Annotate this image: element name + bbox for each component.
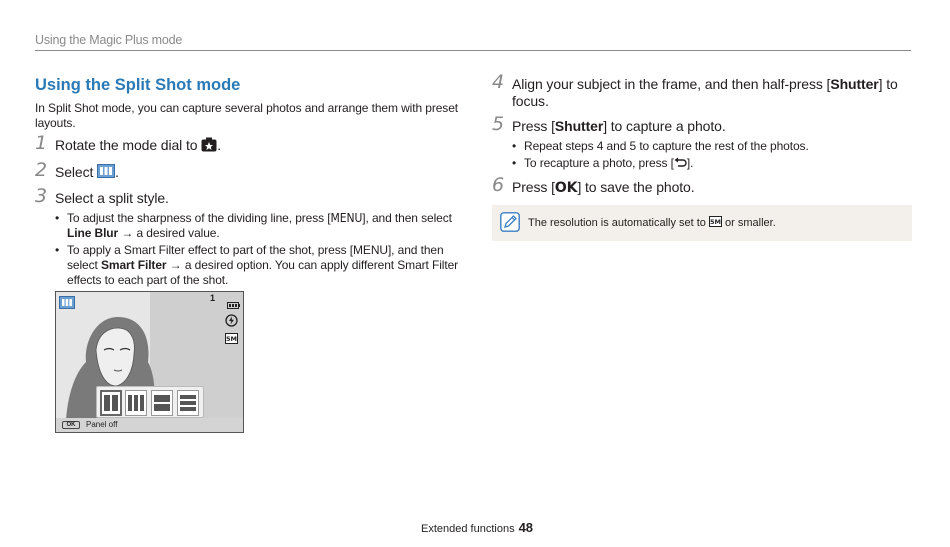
ok-key: OK [554, 180, 578, 197]
split-shot-icon [97, 164, 115, 182]
camera-screen-illustration [55, 291, 244, 433]
step-number: 4 [492, 71, 504, 93]
step-end: . [115, 164, 119, 180]
shutter-key: Shutter [830, 76, 879, 92]
step-number: 6 [492, 174, 504, 197]
bullet-smart-filter: • To apply a Smart Filter effect to part of the shot, press [MENU], and then select Smart Filter → a desired option. You can apply different Smart Filter effects to each part of the shot. [55, 243, 460, 288]
note-box [492, 205, 912, 241]
running-header: Using the Magic Plus mode [35, 33, 183, 47]
option-smart-filter: Smart Filter [100, 258, 167, 273]
split-style-option-3[interactable] [151, 390, 173, 416]
note-text: The resolution is automatically set to 5M or smaller. [528, 217, 776, 230]
page-number: 48 [518, 520, 534, 535]
resolution-5m-icon [225, 331, 238, 349]
step-6: 6 Press [OK] to save the photo. [492, 174, 695, 197]
svg-text:5M: 5M [226, 335, 237, 343]
bullet-repeat-steps: • Repeat steps 4 and 5 to capture the rest of the photos. [512, 139, 912, 154]
right-column [492, 71, 912, 241]
resolution-5m-icon [709, 216, 722, 230]
split-style-tray[interactable] [96, 386, 204, 418]
step-1 [35, 132, 460, 156]
split-style-option-4[interactable] [177, 390, 199, 416]
step-number: 5 [492, 113, 504, 135]
flash-icon [225, 314, 238, 332]
section-title: Using the Split Shot mode [35, 76, 241, 94]
menu-key: MENU [330, 211, 363, 226]
split-style-option-1[interactable] [100, 390, 122, 416]
step-text: Select a split style. [55, 190, 169, 207]
ok-button-icon: OK [62, 421, 80, 429]
intro-text: In Split Shot mode, you can capture several photos and arrange them with preset layouts. [35, 101, 459, 130]
battery-icon [227, 296, 240, 314]
step-number: 3 [35, 185, 47, 208]
split-style-option-2[interactable] [125, 390, 147, 416]
step-number: 2 [35, 159, 47, 181]
menu-key: MENU [353, 243, 388, 258]
page-footer [421, 520, 533, 535]
footer-section-label: Extended functions [421, 523, 515, 535]
step-2 [35, 159, 460, 182]
note-pencil-icon [500, 212, 520, 237]
bullet-line-blur: • To adjust the sharpness of the dividing line, press [MENU], and then select Line Blur → a desired value. [55, 211, 460, 241]
svg-text:5M: 5M [709, 218, 721, 227]
step-3-bullets [55, 211, 460, 288]
shot-count: 1 [210, 293, 216, 303]
step-text: Select [55, 164, 94, 180]
step-4: 4 Align your subject in the frame, and then half-press [Shutter] to focus. [492, 71, 898, 109]
step-5-bullets [512, 139, 912, 171]
bullet-recapture: • To recapture a photo, press [ ]. [512, 156, 912, 171]
step-number: 1 [35, 132, 47, 154]
header-divider [35, 50, 911, 51]
panel-off-label: Panel off [86, 420, 118, 429]
option-line-blur: Line Blur [67, 226, 119, 241]
shutter-key: Shutter [554, 118, 604, 134]
step-3 [35, 185, 460, 288]
magic-plus-mode-icon [201, 137, 217, 156]
step-end: . [217, 137, 222, 154]
left-column [35, 76, 460, 296]
back-icon [674, 156, 687, 171]
screen-bottom-bar [56, 418, 244, 432]
step-text: Rotate the mode dial to [55, 137, 198, 154]
step-5: 5 Press [Shutter] to capture a photo. • Repeat steps 4 and 5 to capture the rest of the photos. • To recapture a photo, press [ ]. [492, 118, 912, 171]
split-shot-mode-icon [59, 296, 75, 314]
